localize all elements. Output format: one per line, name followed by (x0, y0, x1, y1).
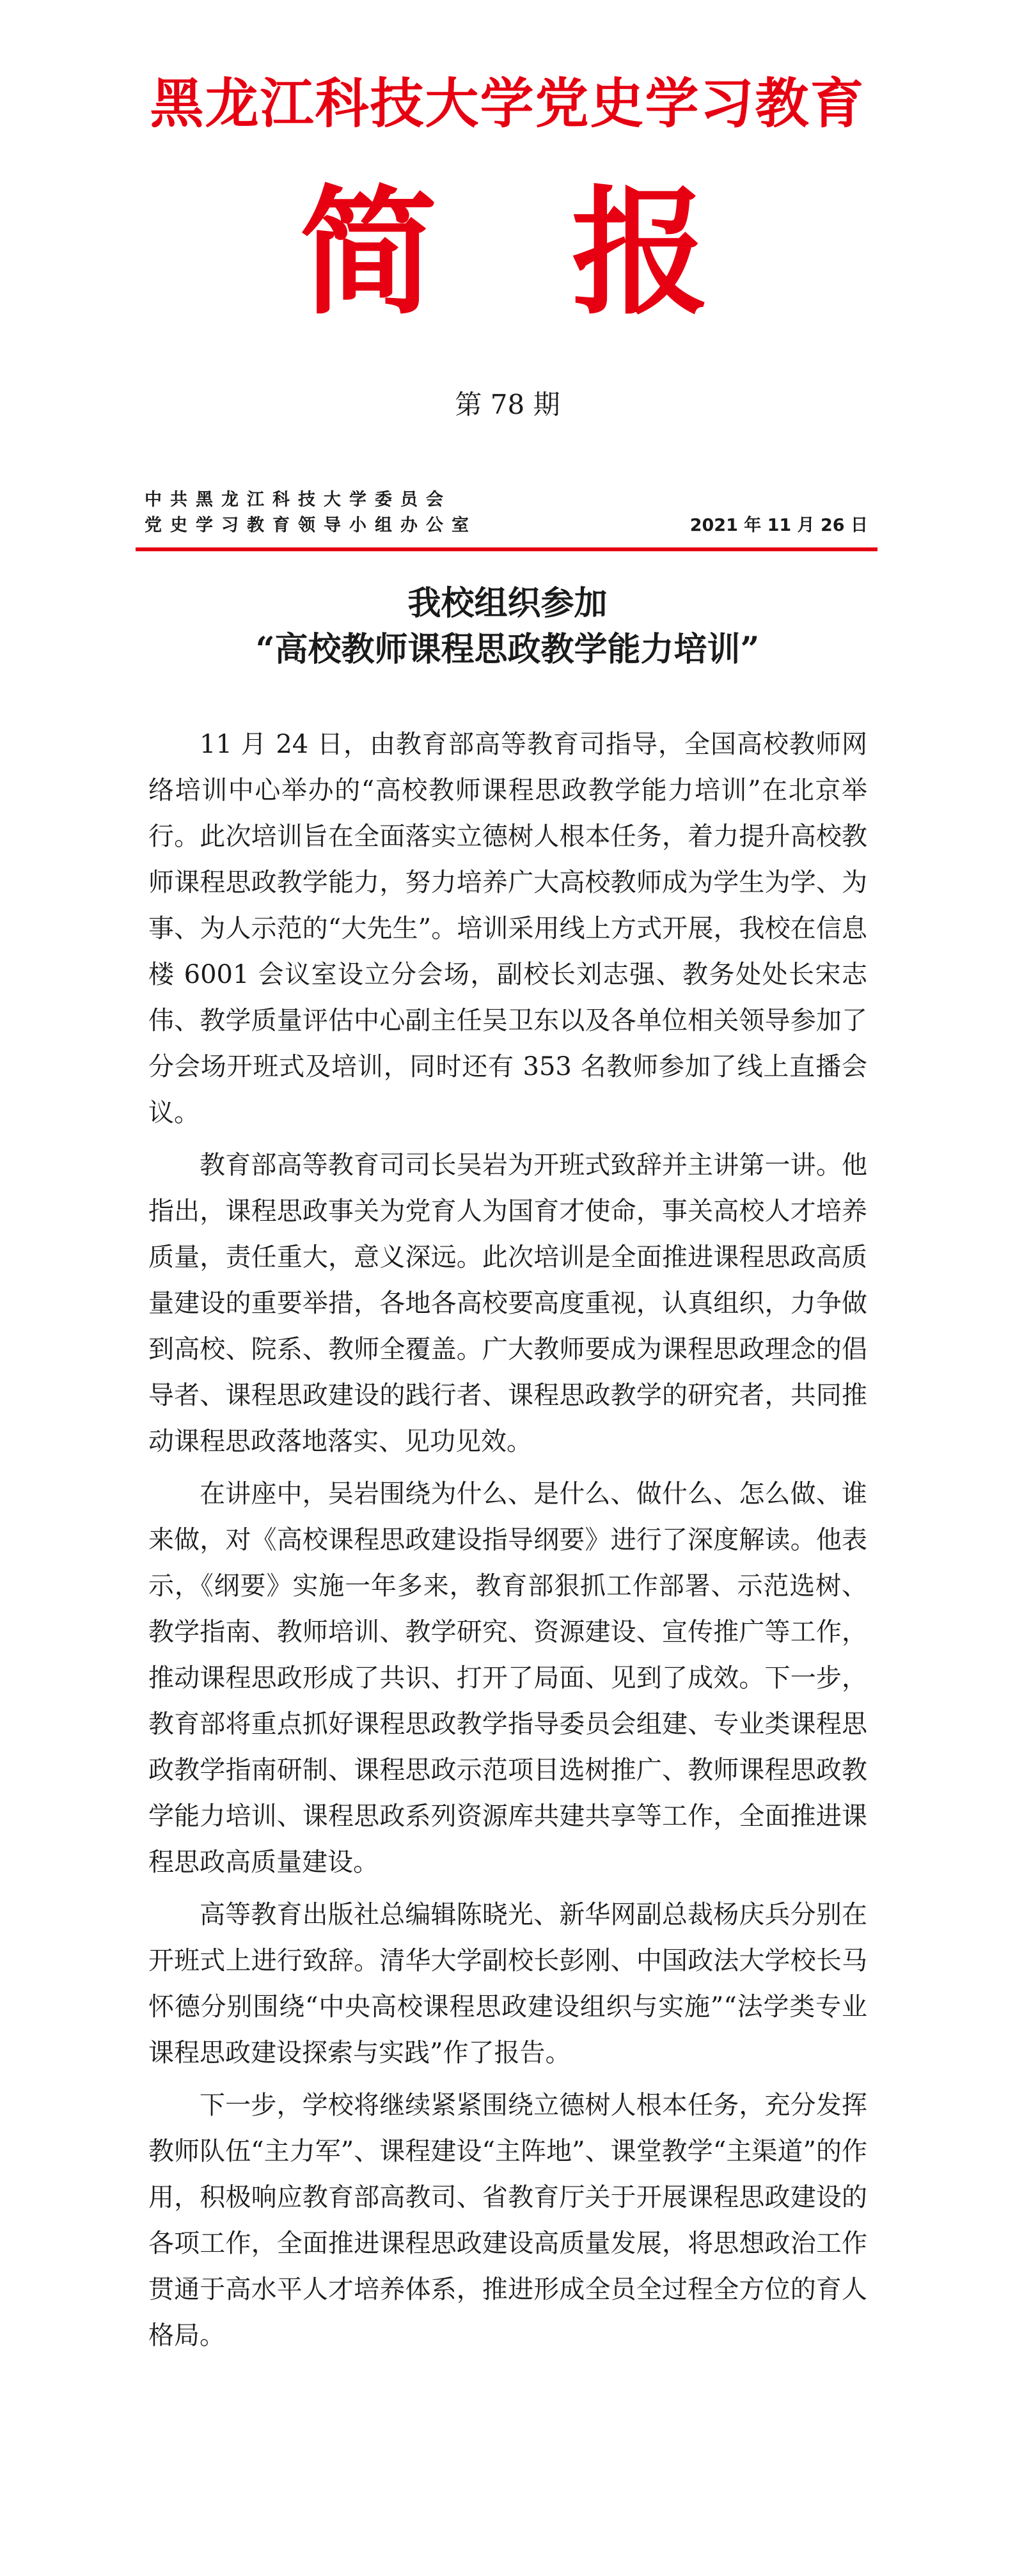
article-headline-line-1: 我校组织参加 (407, 584, 608, 623)
article-body (148, 721, 867, 2365)
publisher-line-1: 中共黑龙江科技大学委员会 (145, 490, 452, 510)
publish-date: 2021 年 11 月 26 日 (689, 515, 868, 535)
bulletin-masthead-title: 黑龙江科技大学党史学习教育 (150, 72, 865, 135)
big-title-left-char: 简 (299, 173, 444, 333)
article-paragraph: 高等教育出版社总编辑陈晓光、新华网副总裁杨庆兵分别在开班式上进行致辞。清华大学副校长彭刚、中国政法大学校长马怀德分别围绕“中央高校课程思政建设组织与实施”“法学类专业课程思政建设探索与实践”作了报告。 (148, 1900, 867, 2068)
publisher-line-2: 党史学习教育领导小组办公室 (145, 515, 477, 535)
issue-number: 第 78 期 (455, 389, 560, 420)
article-paragraph: 11 月 24 日，由教育部高等教育司指导，全国高校教师网络培训中心举办的“高校教师课程思政教学能力培训”在北京举行。此次培训旨在全面落实立德树人根本任务，着力提升高校教师课程思政教学能力，努力培养广大高校教师成为学生为学、为事、为人示范的“大先生”。培训采用线上方式开展，我校在信息楼 6001 会议室设立分会场，副校长刘志强、教务处处长宋志伟、教学质量评估中心副主任吴卫东以及各单位相关领导参加了分会场开班式及培训，同时还有 353 名教师参加了线上直播会议。 (148, 730, 867, 1127)
article-paragraph: 在讲座中，吴岩围绕为什么、是什么、做什么、怎么做、谁来做，对《高校课程思政建设指导纲要》进行了深度解读。他表示，《纲要》实施一年多来，教育部狠抓工作部署、示范选树、教学指南、教师培训、教学研究、资源建设、宣传推广等工作，推动课程思政形成了共识、打开了局面、见到了成效。下一步，教育部将重点抓好课程思政教学指导委员会组建、专业类课程思政教学指南研制、课程思政示范项目选树推广、教师课程思政教学能力培训、课程思政系列资源库共建共享等工作，全面推进课程思政高质量建设。 (148, 1479, 867, 1877)
red-divider (136, 547, 877, 551)
article-paragraph: 下一步，学校将继续紧紧围绕立德树人根本任务，充分发挥教师队伍“主力军”、课程建设“主阵地”、课堂教学“主渠道”的作用，积极响应教育部高教司、省教育厅关于开展课程思政建设的各项工作，全面推进课程思政建设高质量发展，将思想政治工作贯通于高水平人才培养体系，推进形成全员全过程全方位的育人格局。 (148, 2091, 867, 2350)
article-headline-line-2: “高校教师课程思政教学能力培训” (255, 630, 760, 669)
article-paragraph: 教育部高等教育司司长吴岩为开班式致辞并主讲第一讲。他指出，课程思政事关为党育人为国育才使命，事关高校人才培养质量，责任重大，意义深远。此次培训是全面推进课程思政高质量建设的重要举措，各地各高校要高度重视，认真组织，力争做到高校、院系、教师全覆盖。广大教师要成为课程思政理念的倡导者、课程思政建设的践行者、课程思政教学的研究者，共同推动课程思政落地落实、见功见效。 (148, 1151, 867, 1456)
big-title-right-char: 报 (571, 173, 716, 333)
bulletin-big-title (0, 173, 1015, 333)
